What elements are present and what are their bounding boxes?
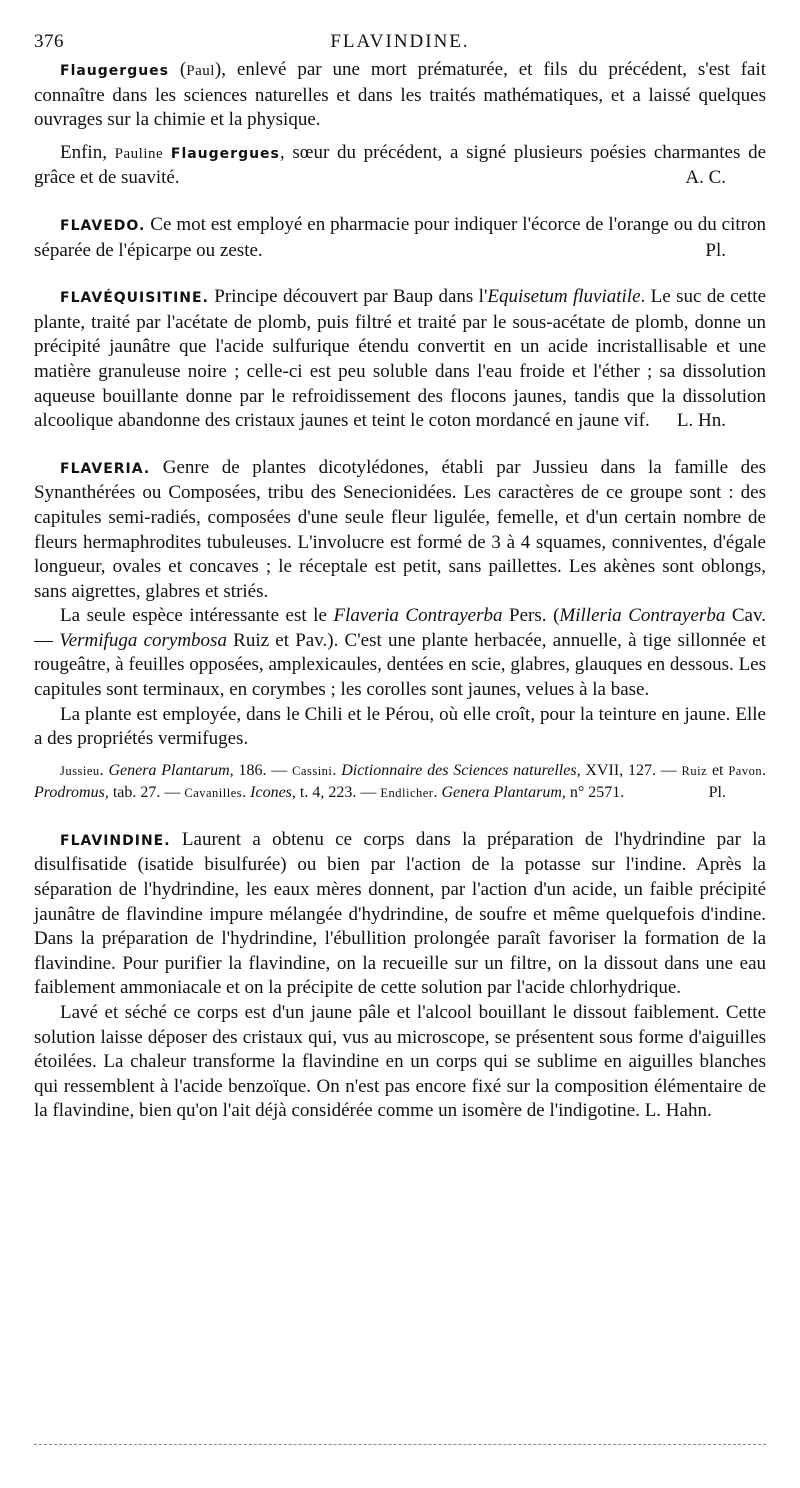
- text-fragment: XVII, 127. —: [580, 761, 682, 779]
- entry-flaveria: [34, 456, 766, 804]
- entry-flaugergues: [34, 58, 766, 191]
- entry-flavindine: [34, 828, 766, 1124]
- text-fragment: t. 4, 223. —: [295, 783, 381, 801]
- text-fragment: La plante est employée, dans le Chili et le Pérou, où elle croît, pour la teinture en jaune. Elle a des propriétés vermifuges.: [34, 703, 766, 750]
- entry-flavedo: [34, 213, 766, 263]
- page-header: [34, 30, 766, 56]
- headword-flaveria: FLAVERIA.: [60, 460, 151, 477]
- species-name: Vermifuga corymbosa: [59, 629, 227, 651]
- headword-flavindine: FLAVINDINE.: [60, 832, 171, 849]
- species-name: Flaveria Contrayerba: [333, 605, 503, 627]
- work-title: Genera Plantarum,: [108, 761, 234, 779]
- running-head: FLAVINDINE.: [330, 31, 470, 52]
- text-fragment: .: [332, 761, 342, 779]
- given-name-pauline: Pauline: [114, 145, 164, 162]
- references: [34, 760, 766, 804]
- text-fragment: Laurent a obtenu ce corps dans la préparation de l'hydrindine par la disulfisatide (isatide bisulfurée) ou bien par l'action de la potasse sur l'indine. Après la séparation de l'hydrindine, les eaux mères donnent, par l'action d'un acide, un faible précipité jaunâtre de flavindine impure mélangée d'hydrindine, de soufre et même quelquefois d'indine. Dans la préparation de l'hydrindine, l'ébullition prolongée paraît favoriser la formation de la flavindine. Pour purifier la flavindine, on la recueille sur un filtre, on la dissout dans une eau faiblement ammoniacale et on la précipite de cette solution par l'acide chlorhydrique.: [34, 828, 766, 999]
- headword-flaugergues-2: Flaugergues: [170, 145, 280, 162]
- entry-flaugergues-paragraph-2: [34, 141, 766, 191]
- text-fragment: n° 2571.: [565, 783, 625, 801]
- signature: A. C.: [685, 167, 726, 189]
- text-fragment: 186. —: [233, 761, 293, 779]
- text-fragment: Pers. (: [502, 605, 560, 627]
- entry-flaveria-paragraph-2: [34, 604, 766, 702]
- headword-flavequisitine: FLAVÉQUISITINE.: [60, 290, 209, 307]
- text-fragment: .: [433, 783, 442, 801]
- bottom-rule: [34, 1444, 766, 1445]
- text-fragment: . Le suc de cette plante, traité par l'acétate de plomb, puis filtré et traité par le sous-acétate de plomb, donne un précipité jaunâtre que l'acide sulfurique étendu convertit en un acide incristallisable et une matière granuleuse noire ; celle-ci est peu soluble dans l'eau froide et l'éther ; sa dissolution aqueuse bouillante donne par le refroidissement des flocons jaunes, tandis que la dissolution alcoolique abandonne des cristaux jaunes et teint le coton mordancé en jaune vif.: [34, 286, 766, 432]
- page-number: 376: [34, 31, 64, 52]
- entry-flaugergues-text: ), enlevé par une mort prématurée, et fils du précédent, s'est fait connaître dans les sciences naturelles et dans les traités mathématiques, et a laissé quelques ouvrages sur la chimie et la physique.: [34, 59, 767, 131]
- work-title: Icones,: [250, 783, 296, 801]
- author: Cavanilles: [184, 785, 243, 800]
- signature: L. Hn.: [676, 410, 726, 432]
- author: Cassini: [292, 763, 333, 778]
- signature: Pl.: [705, 239, 726, 261]
- entry-flavedo-text: Ce mot est employé en pharmacie pour indiquer l'écorce de l'orange ou du citron séparée de l'épicarpe ou zeste.: [34, 213, 766, 261]
- headword-flaugergues: Flaugergues: [60, 63, 170, 79]
- author: Pavon: [728, 763, 763, 778]
- signature: L. Hahn.: [644, 1100, 712, 1122]
- text-fragment: La seule espèce intéressante est le: [60, 605, 334, 627]
- entry-flavequisitine-paragraph: [34, 285, 766, 434]
- entry-flavindine-paragraph-1: [34, 828, 766, 1001]
- headword-flavedo: FLAVEDO.: [60, 217, 146, 234]
- text-fragment: Lavé et séché ce corps est d'un jaune pâle et l'alcool bouillant le dissout faiblement. Cette solution laisse déposer des cristaux qui, vus au microscope, se présentent sous forme d'aiguilles étoilées. La chaleur transforme la flavindine en un corps qui se sublime en aiguilles blanches qui ressemblent à l'acide benzoïque. On n'est pas encore fixé sur la composition élémentaire de la flavindine, bien qu'on l'ait déjà considérée comme un isomère de l'indigotine.: [34, 1002, 766, 1122]
- text-fragment: tab. 27. —: [108, 783, 185, 801]
- given-name-paul: Paul: [186, 63, 215, 79]
- text-fragment: Cav. —: [34, 605, 766, 651]
- work-title: Dictionnaire des Sciences naturelles,: [341, 761, 581, 779]
- entry-flavequisitine: [34, 285, 766, 434]
- text-fragment: Enfin,: [60, 141, 115, 163]
- work-title: Prodromus,: [34, 783, 109, 801]
- author: Endlicher: [380, 785, 434, 800]
- text-fragment: .: [762, 761, 767, 779]
- author: Jussieu: [60, 763, 100, 778]
- species-name: Milleria Contrayerba: [559, 605, 726, 627]
- text-fragment: Genre de plantes dicotylédones, établi par Jussieu dans la famille des Synanthérées ou Composées, tribu des Senecionidées. Les caractères de ce groupe sont : des capitules semi-radiés, composées d'une seule fleur ligulée, femelle, et d'un certain nombre de fleurs hermaphrodites tubuleuses. L'involucre est formé de 3 à 4 squames, conniventes, d'égale longueur, ovales et concaves ; le réceptale est petit, sans paillettes. Les akènes sont oblongs, sans aigrettes, glabres et striés.: [34, 456, 766, 602]
- signature: Pl.: [708, 783, 726, 801]
- text-fragment: Ruiz et Pav.). C'est une plante herbacée, annuelle, à tige sillonnée et rougeâtre, à feuilles opposées, amplexicaules, dentées en scie, glabres, glauques en dessous. Les capitules sont terminaux, en corymbes ; les corolles sont jaunes, velues à la base.: [34, 629, 767, 701]
- text-fragment: , sœur du précédent, a signé plusieurs poésies charmantes de grâce et de suavité.: [34, 141, 766, 189]
- author: Ruiz: [681, 763, 708, 778]
- text-fragment: .: [242, 783, 251, 801]
- entry-flaugergues-paragraph-1: Flaugergues (Paul), enlevé par une mort prématurée, et fils du précédent, s'est fait connaître dans les sciences naturelles et dans les traités mathématiques, et a laissé quelques ouvrages sur la chimie et la physique.: [34, 59, 767, 131]
- text-fragment: .: [99, 761, 109, 779]
- work-title: Genera Plantarum,: [441, 783, 566, 801]
- text-fragment: et: [707, 761, 729, 779]
- entry-flavedo-paragraph: [34, 213, 766, 263]
- species-name: Equisetum fluviatile: [487, 286, 641, 308]
- entry-flavindine-paragraph-2: [34, 1001, 766, 1124]
- text-fragment: Principe découvert par Baup dans l': [208, 286, 488, 308]
- entry-flaveria-paragraph-3: [34, 703, 766, 752]
- entry-flaveria-paragraph-1: [34, 456, 766, 605]
